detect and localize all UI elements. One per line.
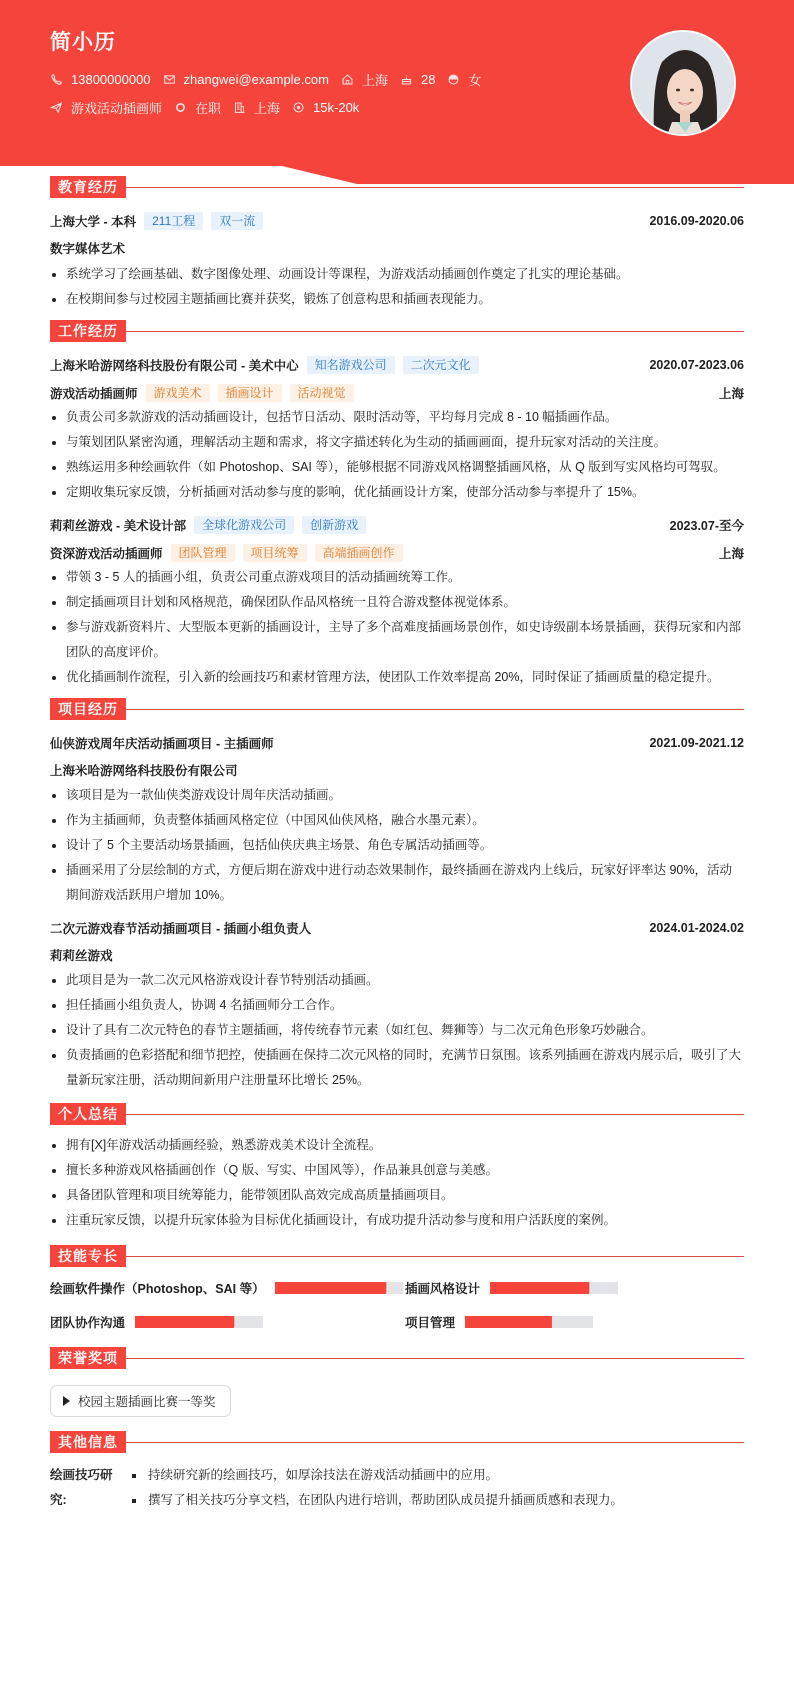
section-divider: [126, 1256, 744, 1257]
section-divider: [126, 1114, 744, 1115]
skill-bar: [275, 1282, 403, 1294]
list-item: 带领 3 - 5 人的插画小组，负责公司重点游戏项目的活动插画统筹工作。: [50, 565, 744, 590]
home-icon: [341, 73, 354, 86]
section-title: 项目经历: [50, 698, 126, 720]
projects-section: [50, 698, 744, 1093]
gender-item: [447, 70, 481, 89]
award-label: 校园主题插画比赛一等奖: [78, 1395, 216, 1409]
work-location: 上海: [718, 387, 744, 401]
work-bullets: [50, 405, 744, 505]
list-item: 持续研究新的绘画技巧，如厚涂技法在游戏活动插画中的应用。: [128, 1463, 623, 1488]
education-date: 2016.09-2020.06: [649, 214, 744, 228]
education-section: [50, 176, 744, 312]
role-tag: 插画设计: [218, 384, 282, 402]
list-item: 制定插画项目计划和风格规范，确保团队作品风格统一且符合游戏整体视觉体系。: [50, 590, 744, 615]
portrait-image: [632, 32, 736, 136]
skill-label: 插画风格设计: [405, 1282, 481, 1296]
project-name: 仙侠游戏周年庆活动插画项目 - 主插画师: [50, 737, 274, 751]
company-tag: 知名游戏公司: [307, 356, 395, 374]
email-address: zhangwei@example.com: [183, 71, 329, 87]
school-tag: 211工程: [144, 212, 203, 230]
section-title: 技能专长: [50, 1245, 126, 1267]
phone-item: [50, 72, 151, 87]
section-divider: [126, 331, 744, 332]
gender: 女: [468, 72, 482, 88]
work-date: 2023.07-至今: [669, 519, 744, 533]
list-item: 定期收集玩家反馈，分析插画对活动参与度的影响，优化插画设计方案，使部分活动参与率提升了 15%。: [50, 480, 744, 505]
list-item: 优化插画制作流程，引入新的绘画技巧和素材管理方法，使团队工作效率提高 20%，同时保证了插画质量的稳定提升。: [50, 665, 744, 690]
skill-bar-fill: [135, 1316, 234, 1328]
skill-item: [50, 1281, 405, 1295]
company-tag: 二次元文化: [403, 356, 479, 374]
expected-salary: 15k-20k: [313, 99, 360, 115]
building-icon: [233, 101, 246, 114]
project-org: 上海米哈游网络科技股份有限公司: [50, 764, 238, 778]
list-item: 此项目是为一款二次元风格游戏设计春节特别活动插画。: [50, 968, 744, 993]
work-date: 2020.07-2023.06: [649, 358, 744, 372]
list-item: 擅长多种游戏风格插画创作（Q 版、写实、中国风等），作品兼具创意与美感。: [50, 1158, 744, 1183]
phone-icon: [50, 73, 63, 86]
skills-section: [50, 1245, 744, 1329]
role-title: 资深游戏活动插画师: [50, 547, 163, 561]
list-item: 撰写了相关技巧分享文档，在团队内进行培训，帮助团队成员提升插画质感和表现力。: [128, 1488, 623, 1513]
other-section: [50, 1431, 744, 1513]
company-name: 上海米哈游网络科技股份有限公司 - 美术中心: [50, 359, 299, 373]
role-tag: 活动视觉: [290, 384, 354, 402]
list-item: 作为主插画师，负责整体插画风格定位（中国风仙侠风格，融合水墨元素）。: [50, 808, 744, 833]
section-divider: [126, 1442, 744, 1443]
list-item: 插画采用了分层绘制的方式，方便后期在游戏中进行动态效果制作，最终插画在游戏内上线后，玩家好评率达 90%，活动期间游戏活跃用户增加 10%。: [50, 858, 744, 908]
list-item: 参与游戏新资料片、大型版本更新的插画设计，主导了多个高难度插画场景创作，如史诗级副本场景插画，获得玩家和内部团队的高度评价。: [50, 615, 744, 665]
role-title: 游戏活动插画师: [50, 387, 138, 401]
section-title: 个人总结: [50, 1103, 126, 1125]
company-row: [50, 516, 744, 534]
skill-bar-fill: [465, 1316, 552, 1328]
resume-body: [0, 179, 794, 1523]
work-item: [50, 356, 744, 505]
project-header-row: [50, 919, 744, 937]
mail-icon: [163, 73, 176, 86]
list-item: 与策划团队紧密沟通，理解活动主题和需求，将文字描述转化为生动的插画画面，提升玩家对活动的关注度。: [50, 430, 744, 455]
company-tag: 创新游戏: [302, 516, 366, 534]
list-item: 担任插画小组负责人，协调 4 名插画师分工合作。: [50, 993, 744, 1018]
project-item: [50, 919, 744, 1093]
role-tag: 项目统筹: [243, 544, 307, 562]
skill-label: 团队协作沟通: [50, 1316, 126, 1330]
project-bullets: [50, 968, 744, 1093]
section-title: 教育经历: [50, 176, 126, 198]
list-item: 负责插画的色彩搭配和细节把控，使插画在保持二次元风格的同时，充满节日氛围。该系列插画在游戏内展示后，吸引了大量新玩家注册，活动期间新用户注册量环比增长 25%。: [50, 1043, 744, 1093]
project-item: [50, 734, 744, 908]
skill-label: 项目管理: [405, 1316, 456, 1330]
education-bullets: [50, 262, 744, 312]
list-item: 负责公司多款游戏的活动插画设计，包括节日活动、限时活动等，平均每月完成 8 - 10 幅插画作品。: [50, 405, 744, 430]
project-bullets: [50, 783, 744, 908]
section-header: [50, 1347, 744, 1369]
candidate-name: 简小历: [50, 31, 116, 54]
role-tag: 游戏美术: [146, 384, 210, 402]
skill-item: [405, 1281, 760, 1295]
work-location: 上海: [718, 547, 744, 561]
city: 上海: [361, 72, 388, 88]
skill-label: 绘画软件操作（Photoshop、SAI 等）: [50, 1282, 265, 1296]
triangle-right-icon: [63, 1396, 70, 1406]
age: 28: [420, 71, 436, 87]
section-divider: [126, 709, 744, 710]
company-row: [50, 356, 744, 374]
role-tag: 高端插画创作: [315, 544, 403, 562]
gender-icon: [447, 73, 460, 86]
section-header: [50, 1103, 744, 1125]
skills-grid: [50, 1281, 744, 1329]
education-header-row: [50, 212, 744, 230]
project-header-row: [50, 734, 744, 752]
section-header: [50, 1431, 744, 1453]
role-row: [50, 544, 744, 562]
section-title: 荣誉奖项: [50, 1347, 126, 1369]
section-divider: [126, 1358, 744, 1359]
section-title: 其他信息: [50, 1431, 126, 1453]
skill-item: [405, 1315, 760, 1329]
project-name: 二次元游戏春节活动插画项目 - 插画小组负责人: [50, 922, 312, 936]
work-item: [50, 516, 744, 690]
other-info-key: 绘画技巧研究:: [50, 1468, 113, 1507]
list-item: 拥有[X]年游戏活动插画经验，熟悉游戏美术设计全流程。: [50, 1133, 744, 1158]
target-city: 上海: [254, 100, 281, 116]
section-title: 工作经历: [50, 320, 126, 342]
project-org: 莉莉丝游戏: [50, 949, 113, 963]
list-item: 注重玩家反馈，以提升玩家体验为目标优化插画设计，有成功提升活动参与度和用户活跃度的案例。: [50, 1208, 744, 1233]
target-city-item: [233, 98, 280, 117]
project-date: 2024.01-2024.02: [649, 921, 744, 935]
job-status-item: [174, 98, 221, 117]
skill-bar: [135, 1316, 263, 1328]
company-tag: 全球化游戏公司: [194, 516, 294, 534]
salary-icon: [292, 101, 305, 114]
header: [0, 0, 794, 186]
award-item[interactable]: [50, 1385, 231, 1417]
send-icon: [50, 101, 63, 114]
list-item: 熟练运用多种绘画软件（如 Photoshop、SAI 等），能够根据不同游戏风格调整插画风格，从 Q 版到写实风格均可驾驭。: [50, 455, 744, 480]
phone-number: 13800000000: [71, 71, 151, 87]
role-tag: 团队管理: [171, 544, 235, 562]
city-item: [341, 70, 388, 89]
work-section: [50, 320, 744, 690]
section-header: [50, 320, 744, 342]
major: 数字媒体艺术: [50, 242, 126, 256]
age-item: [400, 72, 435, 87]
email-item: [163, 72, 329, 87]
other-info-row: [50, 1463, 744, 1513]
list-item: 在校期间参与过校园主题插画比赛并获奖，锻炼了创意构思和插画表现能力。: [50, 287, 744, 312]
section-header: [50, 1245, 744, 1267]
list-item: 设计了具有二次元特色的春节主题插画，将传统春节元素（如红包、舞狮等）与二次元角色形象巧妙融合。: [50, 1018, 744, 1043]
section-header: [50, 698, 744, 720]
company-name: 莉莉丝游戏 - 美术设计部: [50, 519, 187, 533]
role-row: [50, 384, 744, 402]
skill-bar-fill: [275, 1282, 387, 1294]
other-info-bullets: [128, 1463, 623, 1513]
list-item: 系统学习了绘画基础、数字图像处理、动画设计等课程，为游戏活动插画创作奠定了扎实的理论基础。: [50, 262, 744, 287]
skill-bar: [490, 1282, 618, 1294]
project-date: 2021.09-2021.12: [649, 736, 744, 750]
summary-section: [50, 1103, 744, 1233]
awards-section: [50, 1347, 744, 1417]
list-item: 该项目是为一款仙侠类游戏设计周年庆活动插画。: [50, 783, 744, 808]
list-item: 设计了 5 个主要活动场景插画，包括仙侠庆典主场景、角色专属活动插画等。: [50, 833, 744, 858]
section-header: [50, 176, 744, 198]
target-position: 游戏活动插画师: [71, 100, 163, 116]
skill-bar-fill: [490, 1282, 589, 1294]
summary-bullets: [50, 1133, 744, 1233]
work-bullets: [50, 565, 744, 690]
job-status: 在职: [195, 100, 222, 116]
skill-bar: [465, 1316, 593, 1328]
salary-item: [292, 100, 359, 115]
list-item: 具备团队管理和项目统筹能力，能带领团队高效完成高质量插画项目。: [50, 1183, 744, 1208]
avatar: [630, 30, 736, 136]
job-target-item: [50, 98, 162, 117]
cake-icon: [400, 73, 413, 86]
school-tag: 双一流: [211, 212, 263, 230]
status-icon: [174, 101, 187, 114]
skill-item: [50, 1315, 405, 1329]
section-divider: [126, 187, 744, 188]
school-name: 上海大学 - 本科: [50, 215, 137, 229]
